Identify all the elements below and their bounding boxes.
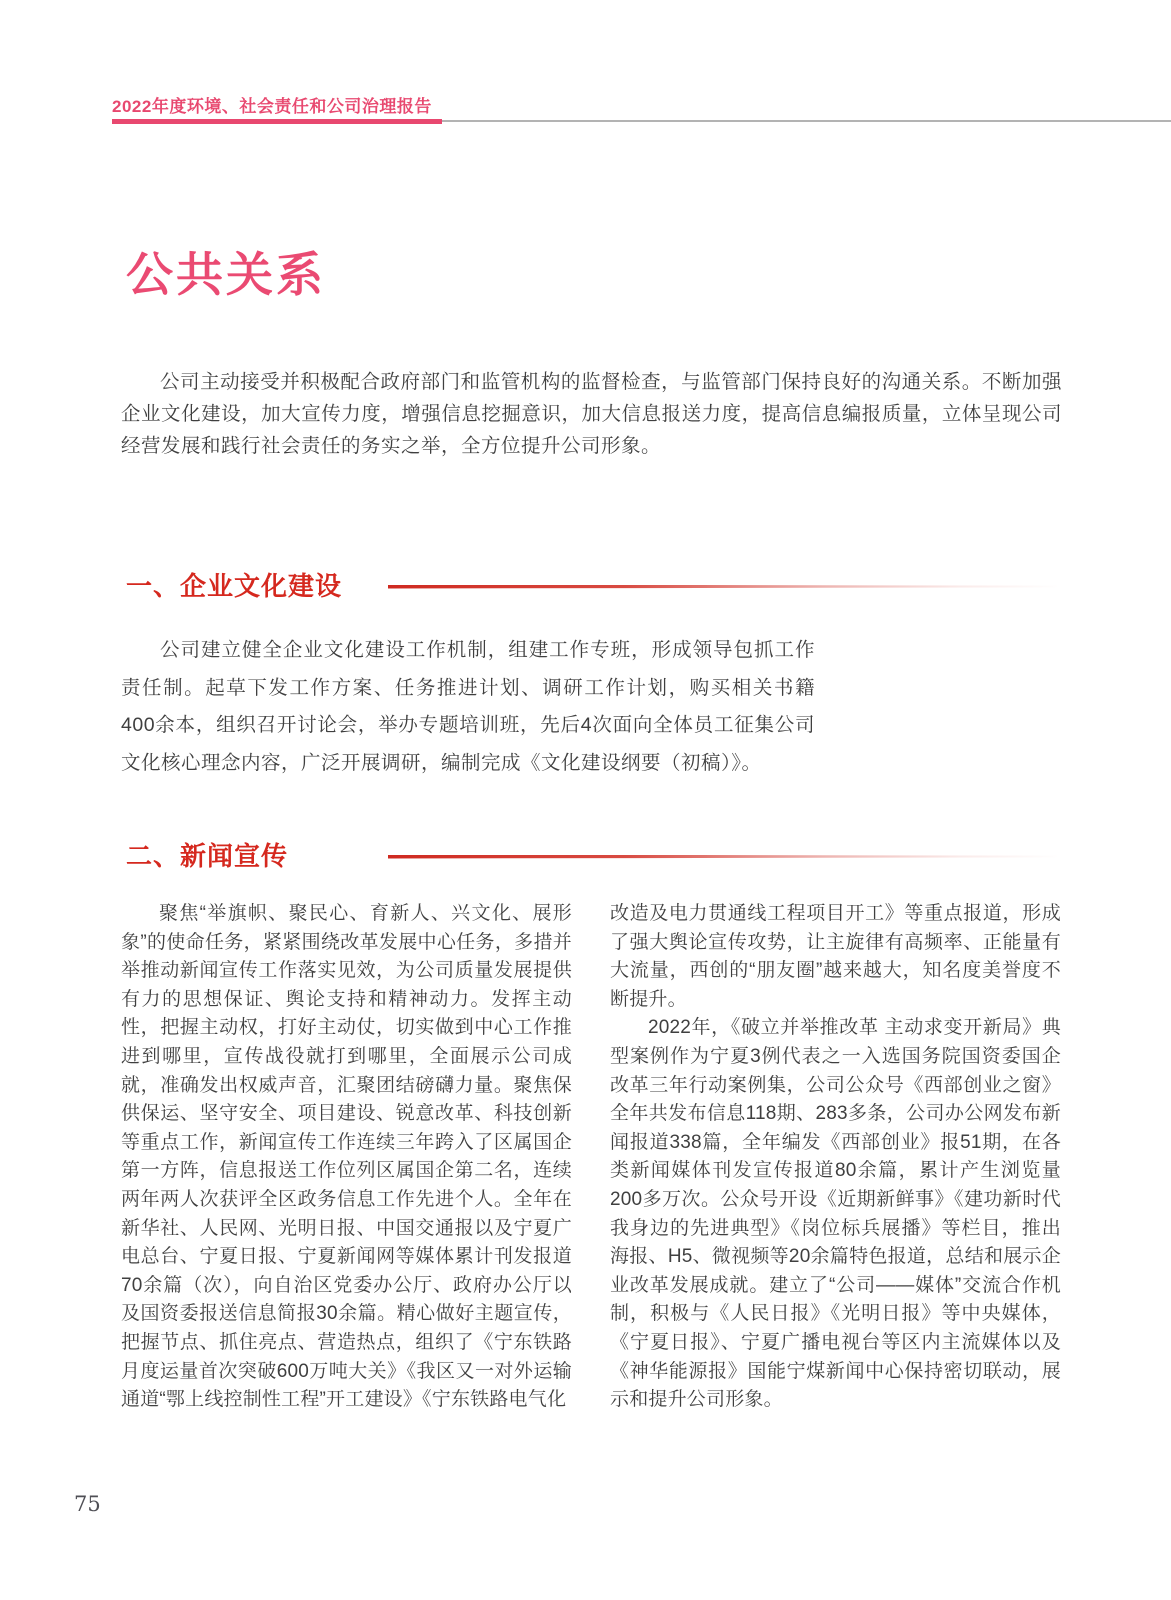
section-culture-heading: 一、企业文化建设	[126, 571, 343, 601]
section-culture-heading-row	[126, 566, 1060, 603]
header-rule-pink-segment	[112, 119, 442, 124]
section-news-heading-row	[126, 836, 1060, 873]
section-news-heading: 二、新闻宣传	[126, 841, 289, 871]
running-header-title: 2022年度环境、社会责任和公司治理报告	[112, 97, 432, 116]
intro-paragraph: 公司主动接受并积极配合政府部门和监管机构的监督检查，与监管部门保持良好的沟通关系。不断加强企业文化建设，加大宣传力度，增强信息挖掘意识，加大信息报送力度，提高信息编报质量，立体呈现公司经营发展和践行社会责任的务实之举，全方位提升公司形象。	[121, 371, 1062, 457]
column-right-paragraph: 2022年，《破立并举推改革 主动求变开新局》典型案例作为宁夏3例代表之一入选国务院国资委国企改革三年行动案例集，公司公众号《西部创业之窗》全年共发布信息118期、283多条，公司办公网发布新闻报道338篇，全年编发《西部创业》报51期，在各类新闻媒体刊发宣传报道80余篇，累计产生浏览量200多万次。公众号开设《近期新鲜事》《建功新时代 我身边的先进典型》《岗位标兵展播》等栏目，推出海报、H5、微视频等20余篇特色报道，总结和展示企业改革发展成就。建立了“公司——媒体”交流合作机制，积极与《人民日报》《光明日报》等中央媒体，《宁夏日报》、宁夏广播电视台等区内主流媒体以及《神华能源报》国能宁煤新闻中心保持密切联动，展示和提升公司形象。	[610, 1017, 1061, 1411]
column-left	[121, 900, 572, 1415]
heading-fade-rule	[388, 585, 1060, 589]
column-right-continuation: 改造及电力贯通线工程项目开工》等重点报道，形成了强大舆论宣传攻势，让主旋律有高频率、正能量有大流量，西创的“朋友圈”越来越大，知名度美誉度不断提升。	[610, 903, 1061, 1010]
section-news-columns	[121, 900, 1061, 1415]
heading-fade-rule	[388, 855, 1060, 859]
header-rule-gray-segment	[442, 120, 1171, 122]
page-number: 75	[74, 1492, 101, 1516]
column-right	[610, 900, 1061, 1415]
section-culture-body: 公司建立健全企业文化建设工作机制，组建工作专班，形成领导包抓工作责任制。起草下发工作方案、任务推进计划、调研工作计划，购买相关书籍400余本，组织召开讨论会，举办专题培训班，先后4次面向全体员工征集公司文化核心理念内容，广泛开展调研，编制完成《文化建设纲要（初稿）》。	[121, 639, 815, 774]
chapter-title: 公共关系	[126, 248, 326, 301]
column-left-paragraph: 聚焦“举旗帜、聚民心、育新人、兴文化、展形象”的使命任务，紧紧围绕改革发展中心任务，多措并举推动新闻宣传工作落实见效，为公司质量发展提供有力的思想保证、舆论支持和精神动力。发挥主动性，把握主动权，打好主动仗，切实做到中心工作推进到哪里，宣传战役就打到哪里，全面展示公司成就，准确发出权威声音，汇聚团结磅礴力量。聚焦保供保运、坚守安全、项目建设、锐意改革、科技创新等重点工作，新闻宣传工作连续三年跨入了区属国企第一方阵，信息报送工作位列区属国企第二名，连续两年两人次获评全区政务信息工作先进个人。全年在新华社、人民网、光明日报、中国交通报以及宁夏广电总台、宁夏日报、宁夏新闻网等媒体累计刊发报道70余篇（次），向自治区党委办公厅、政府办公厅以及国资委报送信息简报30余篇。精心做好主题宣传，把握节点、抓住亮点、营造热点，组织了《宁东铁路月度运量首次突破600万吨大关》《我区又一对外运输通道“鄂上线控制性工程”开工建设》《宁东铁路电气化	[121, 903, 572, 1411]
header-rule	[112, 119, 1171, 124]
